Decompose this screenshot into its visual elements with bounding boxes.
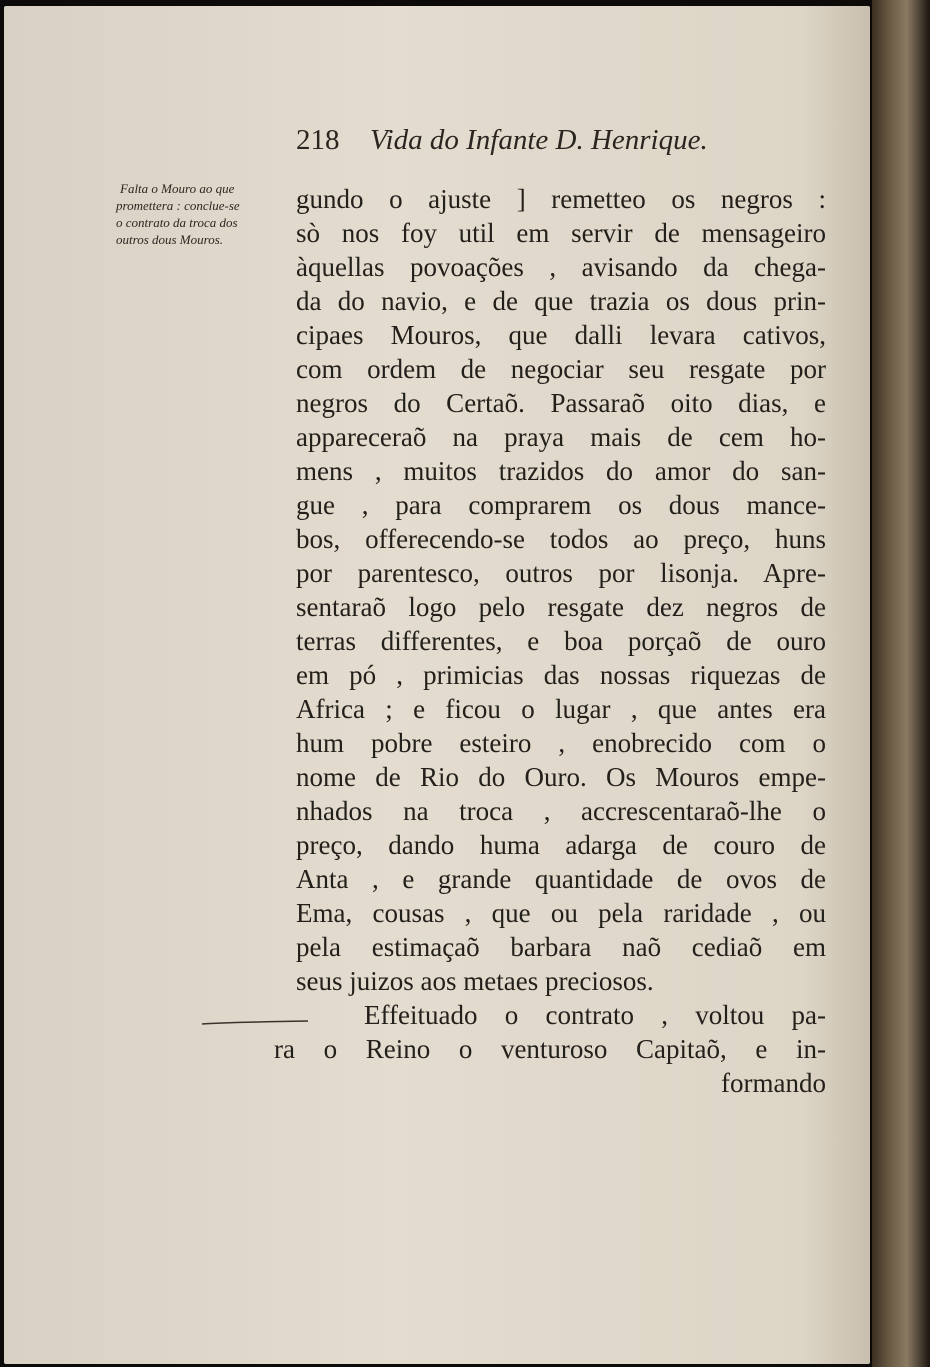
body-text [274,182,826,1100]
text-line: Africa ; e ficou o lugar , que antes era [296,694,826,724]
page-number: 218 [296,124,340,156]
text-line: nome de Rio do Ouro. Os Mouros empe- [296,762,826,792]
text-line: sò nos foy util em servir de mensageiro [296,218,826,248]
text-line: terras differentes, e boa porçaõ de ouro [296,626,826,656]
pen-dash-mark [200,1020,310,1026]
marginal-note-line: Falta o Mouro ao que [120,181,235,196]
text-line: com ordem de negociar seu resgate por [296,354,826,384]
text-line: seus juizos aos metaes preciosos. [296,966,654,996]
text-line: appareceraõ na praya mais de cem ho- [296,422,826,452]
paragraph-first-line: Effeituado o contrato , voltou pa- [364,1000,826,1030]
catchword: formando [721,1068,826,1098]
text-line: bos, offerecendo-se todos ao preço, huns [296,524,826,554]
text-line: Anta , e grande quantidade de ovos de [296,864,826,894]
text-line: nhados na troca , accrescentaraõ-lhe o [296,796,826,826]
text-line: mens , muitos trazidos do amor do san- [296,456,826,486]
text-line: em pó , primicias das nossas riquezas de [296,660,826,690]
marginal-note-line: outros dous Mouros. [116,232,224,247]
text-line: pela estimaçaõ barbara naõ cediaõ em [296,932,826,962]
text-line: ra o Reino o venturoso Capitaõ, e in- [274,1034,826,1064]
text-line: sentaraõ logo pelo resgate dez negros de [296,592,826,622]
running-head [296,124,836,164]
text-line: àquellas povoações , avisando da chega- [296,252,826,282]
text-line: negros do Certaõ. Passaraõ oito dias, e [296,388,826,418]
text-line: por parentesco, outros por lisonja. Apre- [296,558,826,588]
text-line: preço, dando huma adarga de couro de [296,830,826,860]
text-line: Ema, cousas , que ou pela raridade , ou [296,898,826,928]
marginal-note [116,180,288,248]
text-line: hum pobre esteiro , enobrecido com o [296,728,826,758]
text-line: da do navio, e de que trazia os dous prin- [296,286,826,316]
facing-page-edge [872,0,930,1367]
marginal-note-line: promettera : conclue-se [116,198,240,213]
text-line: gue , para comprarem os dous mance- [296,490,826,520]
text-line: cipaes Mouros, que dalli levara cativos, [296,320,826,350]
running-title: Vida do Infante D. Henrique. [370,124,708,156]
text-line: gundo o ajuste ] remetteo os negros : [296,184,826,214]
marginal-note-line: o contrato da troca dos [116,215,238,230]
